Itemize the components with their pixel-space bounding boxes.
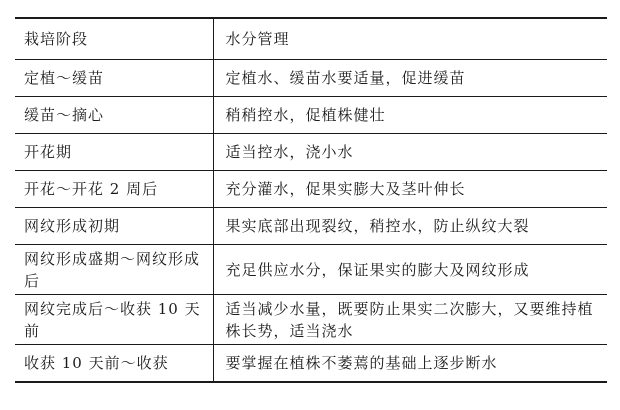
stage-cell: 网纹形成初期 (15, 208, 213, 245)
table-row (15, 97, 607, 134)
header-stage: 栽培阶段 (15, 18, 213, 60)
table-row (15, 171, 607, 208)
water-cell: 充分灌水，促果实膨大及茎叶伸长 (213, 171, 607, 208)
header-row (15, 18, 607, 60)
table-row (15, 134, 607, 171)
stage-cell: 缓苗～摘心 (15, 97, 213, 134)
stage-cell: 开花～开花 2 周后 (15, 171, 213, 208)
stage-cell: 开花期 (15, 134, 213, 171)
table-row (15, 345, 607, 383)
table-body (15, 60, 607, 383)
header-water-management: 水分管理 (213, 18, 607, 60)
table-row (15, 245, 607, 295)
stage-cell: 收获 10 天前～收获 (15, 345, 213, 383)
water-management-table-container (15, 17, 607, 383)
stage-cell: 网纹形成盛期～网纹形成后 (15, 245, 213, 295)
water-cell: 要掌握在植株不萎蔫的基础上逐步断水 (213, 345, 607, 383)
water-cell: 充足供应水分，保证果实的膨大及网纹形成 (213, 245, 607, 295)
water-cell: 果实底部出现裂纹，稍控水，防止纵纹大裂 (213, 208, 607, 245)
table-row (15, 60, 607, 97)
stage-cell: 定植～缓苗 (15, 60, 213, 97)
water-cell: 适当减少水量，既要防止果实二次膨大，又要维持植株长势，适当浇水 (213, 295, 607, 345)
table-header (15, 18, 607, 60)
water-cell: 稍稍控水，促植株健壮 (213, 97, 607, 134)
stage-cell: 网纹完成后～收获 10 天前 (15, 295, 213, 345)
water-cell: 适当控水，浇小水 (213, 134, 607, 171)
water-management-table (15, 17, 607, 383)
water-cell: 定植水、缓苗水要适量，促进缓苗 (213, 60, 607, 97)
table-row (15, 295, 607, 345)
table-row (15, 208, 607, 245)
